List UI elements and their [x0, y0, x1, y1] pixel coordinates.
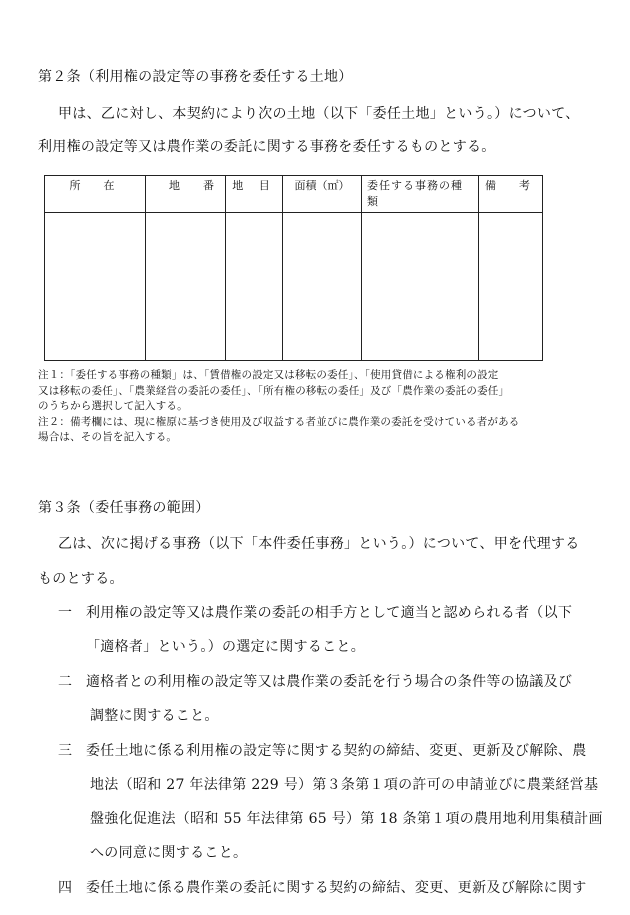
table-notes: [38, 368, 598, 446]
cell-area: [283, 213, 362, 361]
article-2-heading: 第２条（利用権の設定等の事務を委任する土地）: [38, 69, 353, 85]
article-2-paragraph-line-2: 利用権の設定等又は農作業の委託に関する事務を委任するものとする。: [38, 139, 496, 155]
cell-lot-number: [146, 213, 226, 361]
item-3-line-2: 地法（昭和 27 年法律第 229 号）第３条第１項の許可の申請並びに農業経営基: [90, 777, 599, 793]
note-1-line-3: のうちから選択して記入する。: [38, 400, 188, 412]
item-2-line-1: 適格者との利用権の設定等又は農作業の委託を行う場合の条件等の協議及び: [86, 674, 573, 690]
header-remarks: 備 考: [479, 176, 543, 213]
article-3-heading: 第３条（委任事務の範囲）: [38, 500, 210, 516]
item-3-number: 三: [58, 743, 72, 759]
cell-location: [45, 213, 146, 361]
item-2-line-2: 調整に関すること。: [90, 708, 219, 724]
note-2-line-2: 場合は、その旨を記入する。: [38, 431, 178, 443]
header-land-category: 地 目: [226, 176, 283, 213]
note-2-line-1: 注２：備考欄には、現に権原に基づき使用及び収益する者並びに農作業の委託を受けている者がある: [38, 415, 520, 428]
item-1-number: 一: [58, 605, 72, 621]
land-table-header-row: [45, 176, 543, 213]
item-3-line-1: 委任土地に係る利用権の設定等に関する契約の締結、変更、更新及び解除、農: [86, 743, 587, 759]
item-3-line-4: への同意に関すること。: [90, 845, 248, 861]
header-area: 面積（㎡）: [283, 176, 362, 213]
article-3-paragraph-line-1: 乙は、次に掲げる事務（以下「本件委任事務」という。）について、甲を代理する: [58, 536, 580, 552]
item-4-number: 四: [58, 880, 72, 896]
item-3-line-3: 盤強化促進法（昭和 55 年法律第 65 号）第 18 条第１項の農用地利用集積計画: [90, 811, 603, 827]
note-1-line-2: 又は移転の委任」、「農業経営の委託の委任」、「所有権の移転の委任」及び「農作業の委託の委任」: [38, 384, 510, 397]
item-4-line-1: 委任土地に係る農作業の委託に関する契約の締結、変更、更新及び解除に関す: [86, 880, 587, 896]
item-1-line-2: 「適格者」という。）の選定に関すること。: [86, 639, 365, 655]
header-location: 所 在: [45, 176, 146, 213]
article-2-paragraph-line-1: 甲は、乙に対し、本契約により次の土地（以下「委任土地」という。）について、: [58, 106, 580, 122]
item-2-number: 二: [58, 674, 72, 690]
cell-remarks: [479, 213, 543, 361]
land-table-body-row: [45, 213, 543, 361]
cell-land-category: [226, 213, 283, 361]
cell-delegated-task-type: [362, 213, 479, 361]
article-3-paragraph-line-2: ものとする。: [38, 571, 124, 587]
land-table: [44, 175, 543, 361]
item-1-line-1: 利用権の設定等又は農作業の委託の相手方として適当と認められる者（以下: [86, 605, 573, 621]
header-delegated-task-type: 委任する事務の種 類: [362, 176, 479, 213]
header-lot-number: 地 番: [146, 176, 226, 213]
note-1-line-1: 注１：「委任する事務の種類」は、「賃借権の設定又は移転の委任」、「使用貸借による権利の設定: [38, 369, 499, 381]
